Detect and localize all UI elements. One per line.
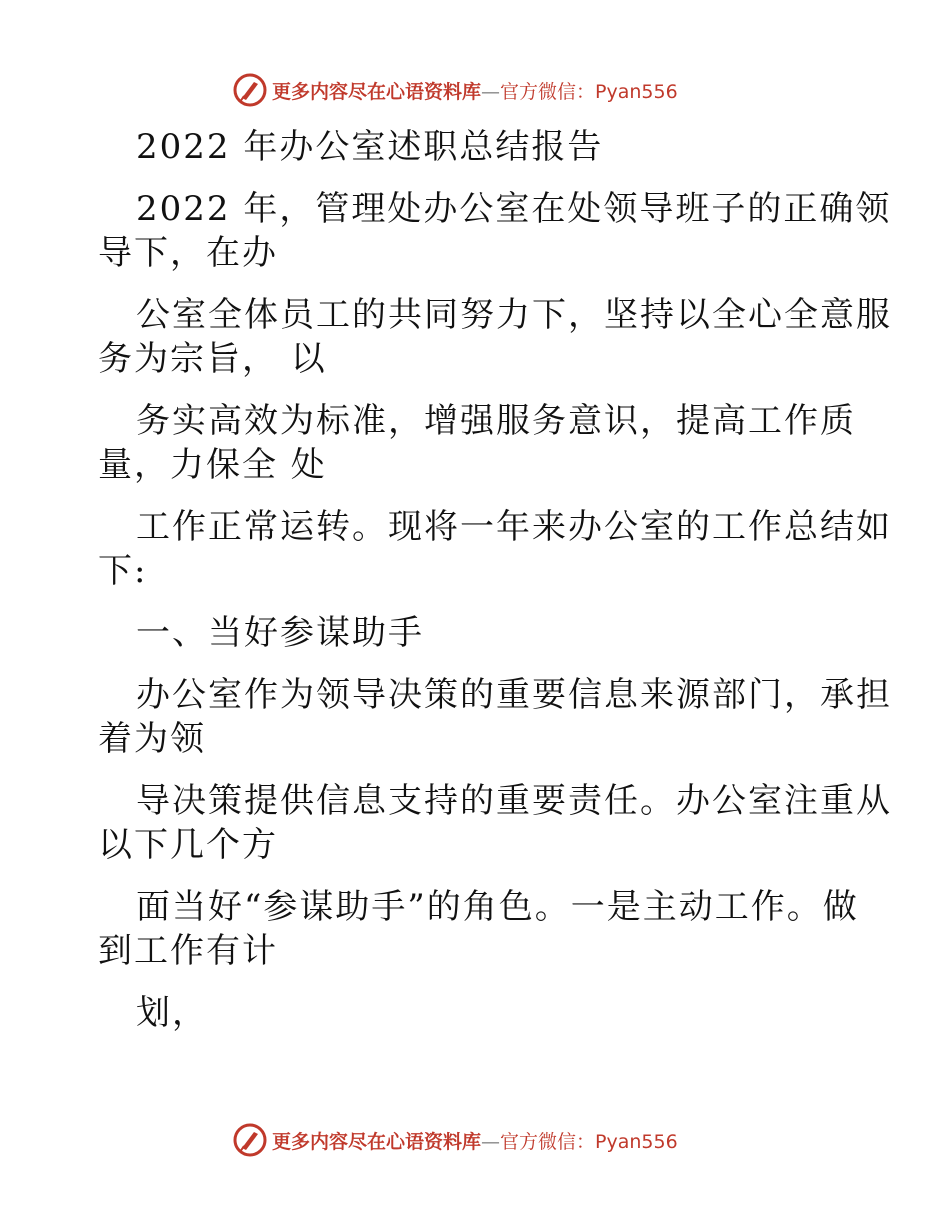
quill-logo-icon [232, 1122, 268, 1158]
doc-line: 着为领 [98, 719, 206, 759]
doc-line: 2022 年，管理处办公室在处领导班子的正确领 [136, 189, 892, 229]
doc-line: 以下几个方 [98, 825, 278, 865]
doc-line: 下: [98, 551, 148, 591]
doc-line: 工作正常运转。现将一年来办公室的工作总结如 [136, 507, 892, 547]
watermark-dash: — [481, 1130, 501, 1153]
doc-line: 办公室作为领导决策的重要信息来源部门，承担 [136, 675, 892, 715]
watermark-site: 更多内容尽在心语资料库 [272, 1130, 482, 1153]
doc-line: 划， [136, 993, 208, 1033]
footer-watermark [232, 1120, 678, 1160]
doc-line: 到工作有计 [98, 931, 278, 971]
doc-line: 导决策提供信息支持的重要责任。办公室注重从 [136, 781, 892, 821]
watermark-contact: 官方微信：Pyan556 [500, 80, 678, 103]
watermark-text [272, 77, 678, 104]
watermark-contact: 官方微信：Pyan556 [500, 1130, 678, 1153]
doc-line: 公室全体员工的共同努力下，坚持以全心全意服 [136, 295, 892, 335]
doc-line: 务实高效为标准，增强服务意识，提高工作质 [136, 401, 856, 441]
watermark-text [272, 1127, 678, 1154]
watermark-site: 更多内容尽在心语资料库 [272, 80, 482, 103]
header-watermark [232, 70, 678, 110]
doc-title: 2022 年办公室述职总结报告 [136, 127, 604, 167]
doc-line: 务为宗旨， 以 [98, 339, 327, 379]
doc-line: 导下，在办 [98, 233, 278, 273]
document-body [98, 125, 892, 1035]
doc-line: 面当好“参谋助手”的角色。一是主动工作。做 [136, 887, 859, 927]
doc-line: 量，力保全 处 [98, 445, 327, 485]
quill-logo-icon [232, 72, 268, 108]
watermark-dash: — [481, 80, 501, 103]
section-heading: 一、当好参谋助手 [136, 613, 424, 653]
